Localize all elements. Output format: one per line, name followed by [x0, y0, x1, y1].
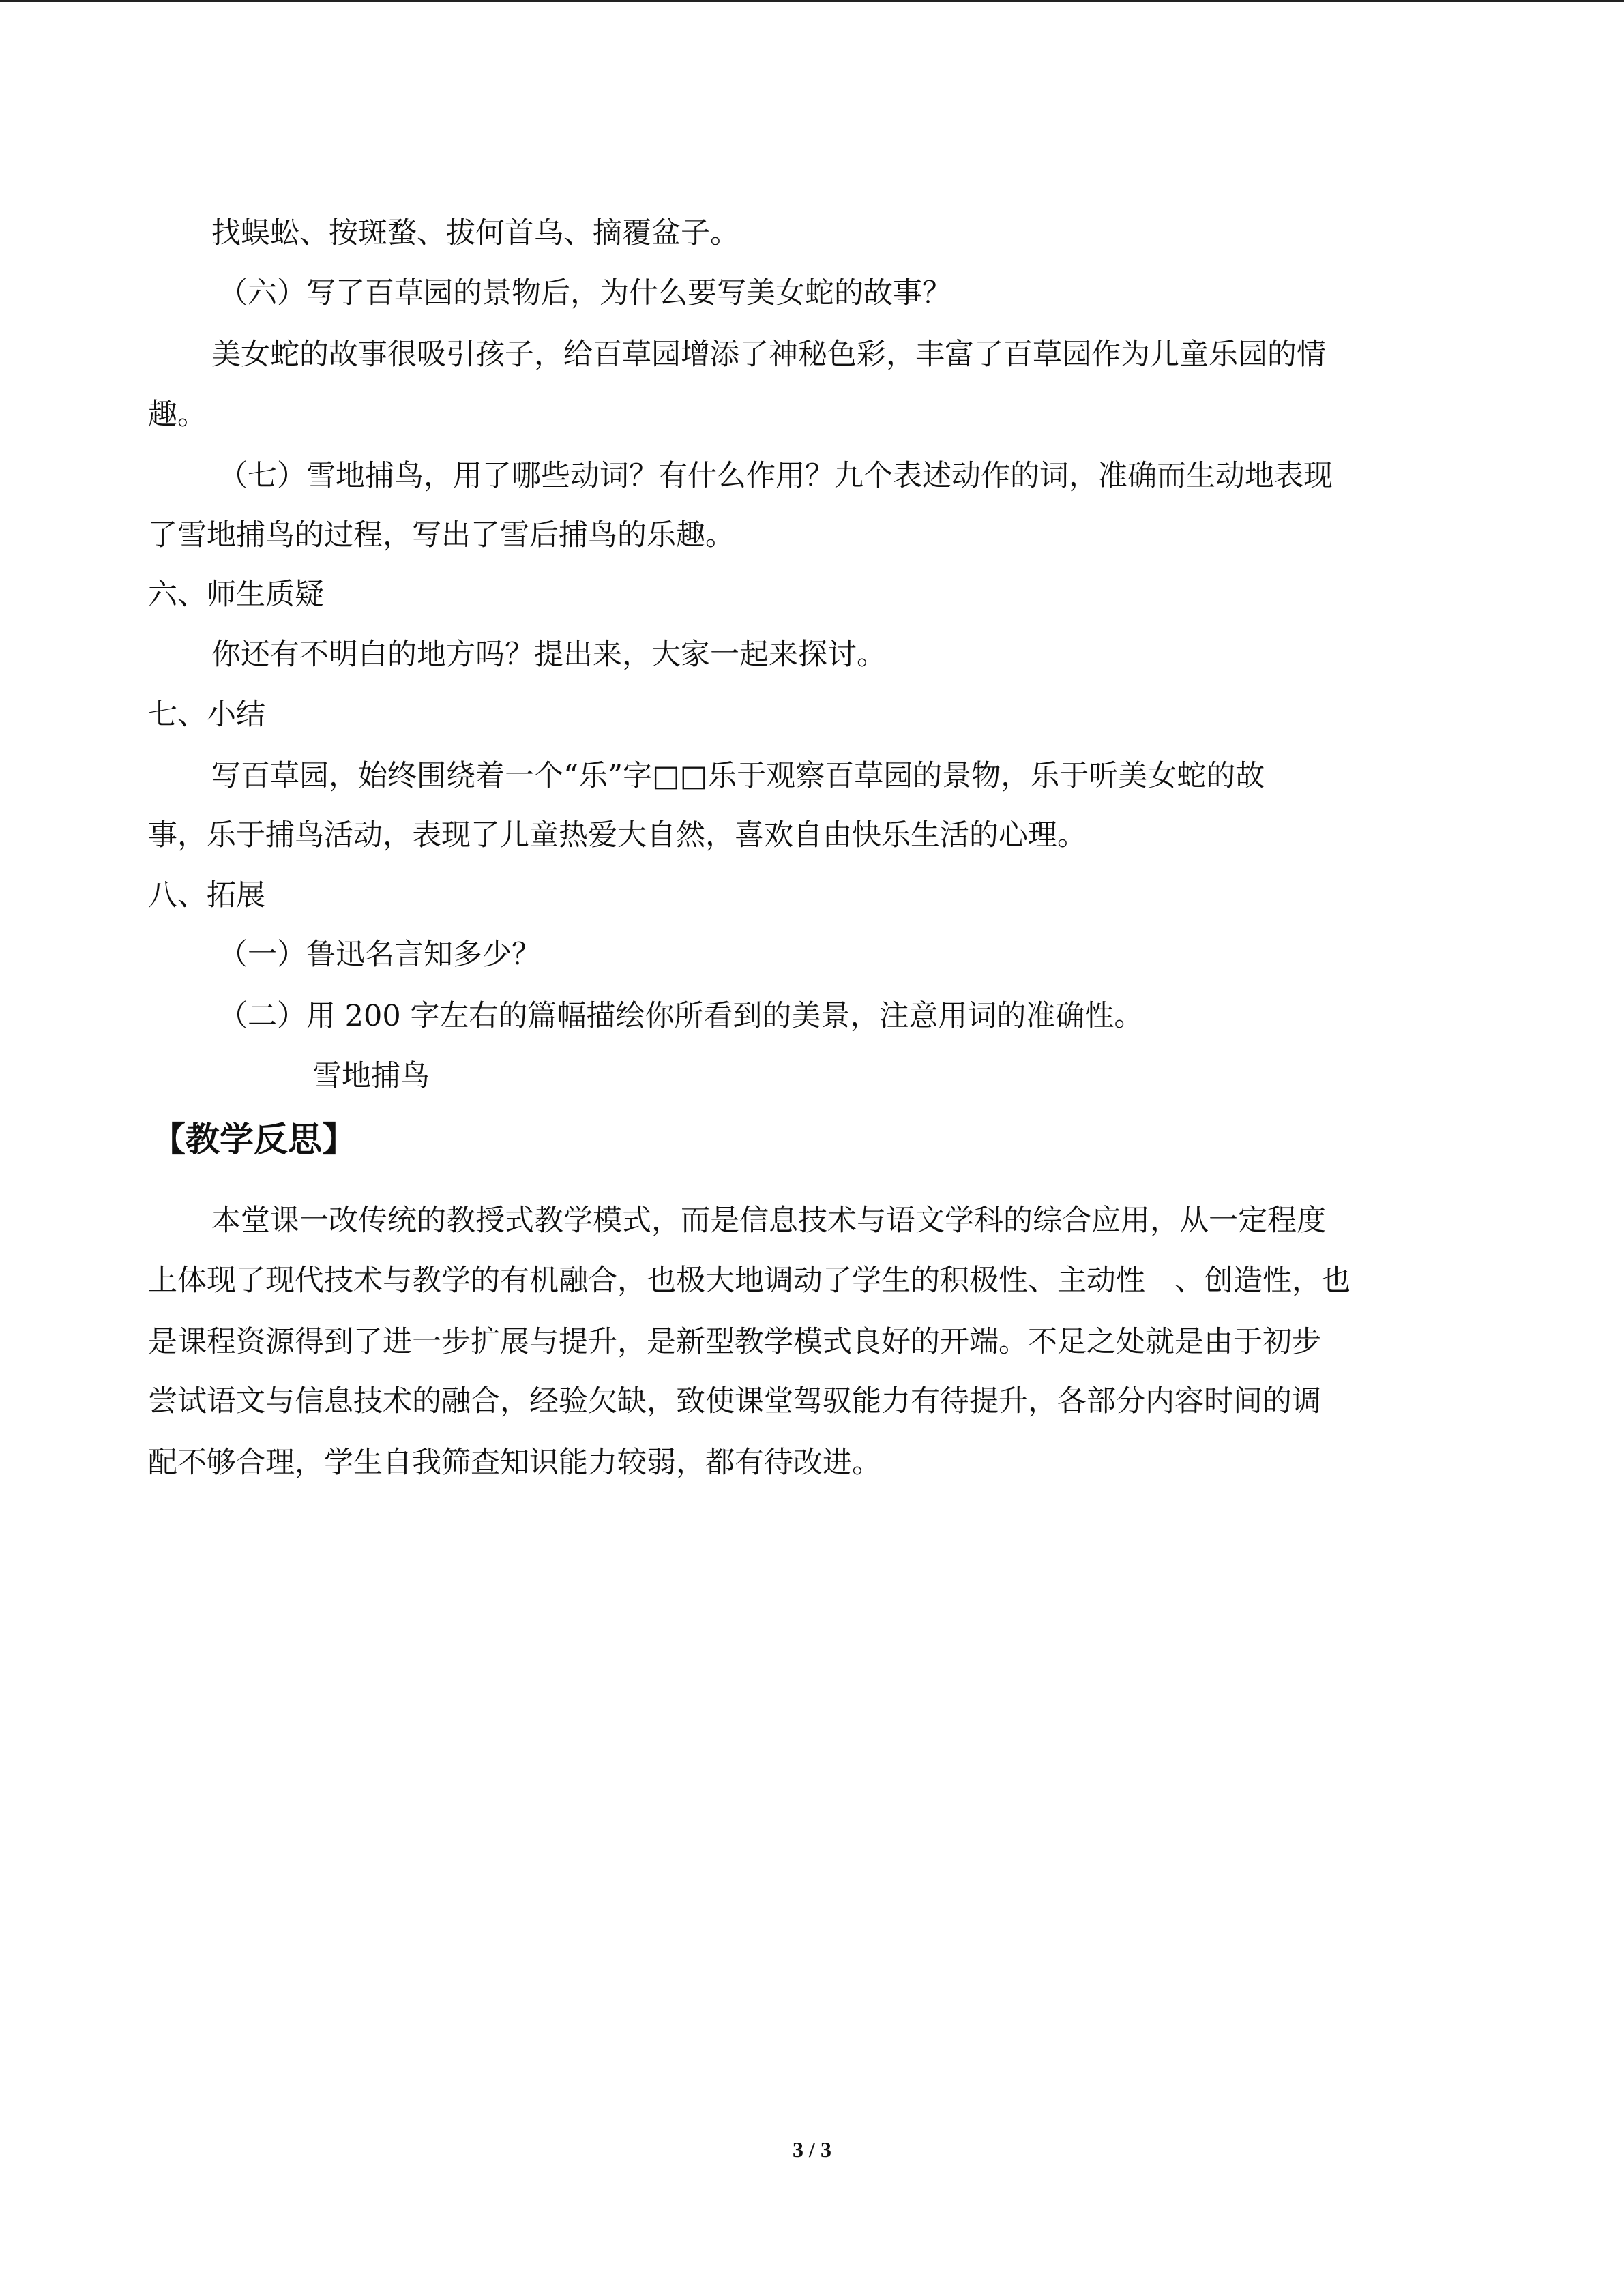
text-line: 写百草园，始终围绕着一个“乐”字□□乐于观察百草园的景物，乐于听美女蛇的故: [211, 759, 1265, 793]
page-number: 3 / 3: [793, 2137, 831, 2162]
text-line: 美女蛇的故事很吸引孩子，给百草园增添了神秘色彩，丰富了百草园作为儿童乐园的情: [211, 338, 1326, 372]
text-line: 事，乐于捕鸟活动，表现了儿童热爱大自然，喜欢自由快乐生活的心理。: [148, 818, 1087, 852]
reflection-line: 上体现了现代技术与教学的有机融合，也极大地调动了学生的积极性、主动性 、创造性，也: [148, 1264, 1350, 1298]
question-six: （六）写了百草园的景物后，为什么要写美女蛇的故事？: [218, 276, 951, 310]
text-line: 你还有不明白的地方吗？提出来，大家一起来探讨。: [211, 638, 886, 672]
reflection-title: 【教学反思】: [151, 1120, 356, 1159]
section-heading: 七、小结: [148, 698, 265, 732]
extension-item: （一）鲁迅名言知多少？: [218, 938, 541, 972]
text-line: 雪地捕鸟: [312, 1059, 430, 1093]
question-seven: （七）雪地捕鸟，用了哪些动词？有什么作用？九个表述动作的词，准确而生动地表现: [218, 459, 1333, 493]
section-heading: 六、师生质疑: [148, 578, 324, 612]
text-line: 趣。: [148, 398, 207, 432]
reflection-line: 配不够合理，学生自我筛查知识能力较弱，都有待改进。: [148, 1446, 881, 1480]
text-line: 了雪地捕鸟的过程，写出了雪后捕鸟的乐趣。: [148, 518, 735, 552]
extension-item: （二）用 200 字左右的篇幅描绘你所看到的美景，注意用词的准确性。: [218, 999, 1144, 1033]
reflection-line: 本堂课一改传统的教授式教学模式，而是信息技术与语文学科的综合应用，从一定程度: [211, 1204, 1326, 1238]
reflection-line: 是课程资源得到了进一步扩展与提升，是新型教学模式良好的开端。不足之处就是由于初步: [148, 1325, 1321, 1359]
reflection-line: 尝试语文与信息技术的融合，经验欠缺，致使课堂驾驭能力有待提升，各部分内容时间的调: [148, 1384, 1321, 1418]
text-line: 找蜈蚣、按斑蝥、拔何首乌、摘覆盆子。: [211, 216, 739, 250]
section-heading: 八、拓展: [148, 878, 265, 912]
